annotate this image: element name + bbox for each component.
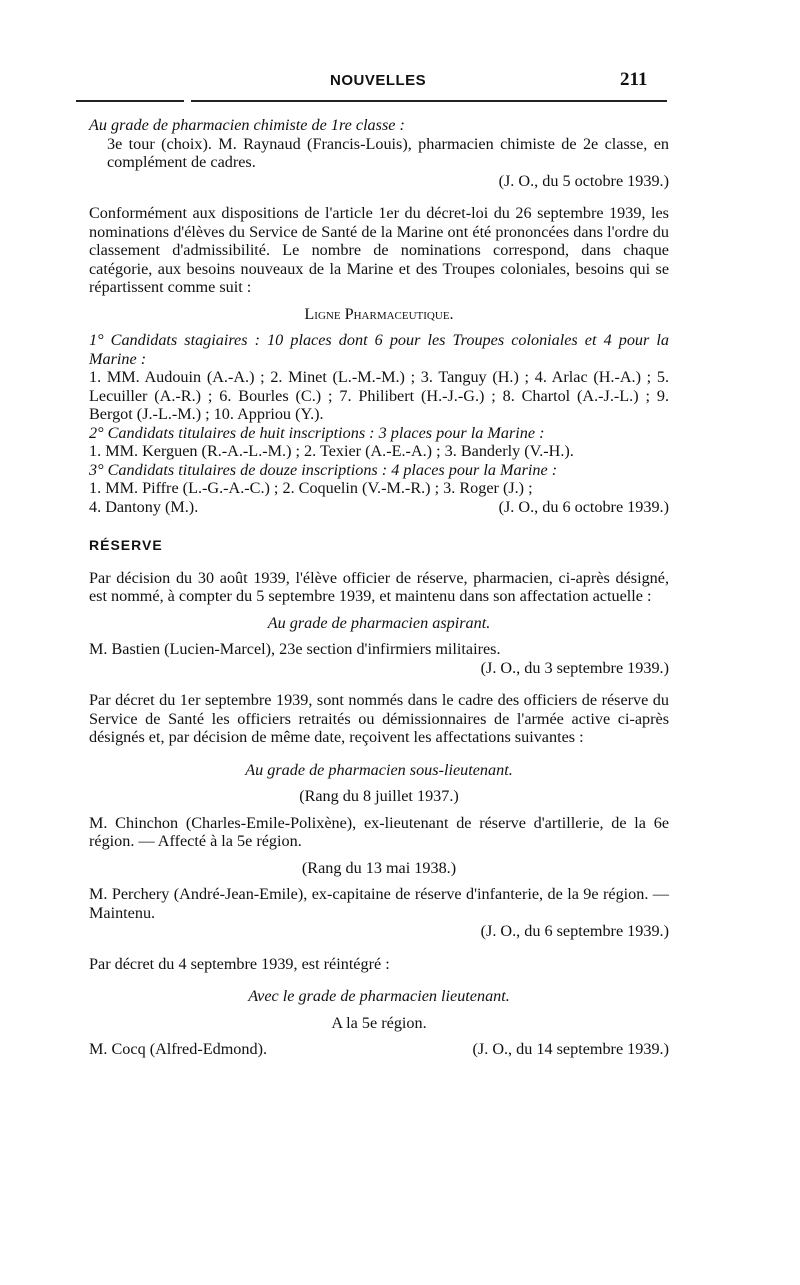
paragraph-decision-30-aout: Par décision du 30 août 1939, l'élève officier de réserve, pharmacien, ci-après désigné, est nommé, à compter du 5 septembre 1939, et maintenu dans son affectation actuelle :: [89, 568, 669, 605]
category-3-names-b: 4. Dantony (M.).: [89, 497, 199, 516]
region-5: A la 5e région.: [331, 1013, 427, 1032]
grade-sous-lieutenant: Au grade de pharmacien sous-lieutenant.: [245, 760, 513, 779]
appointment-cocq: M. Cocq (Alfred-Edmond).: [89, 1040, 268, 1058]
official-journal-ref-3: (J. O., du 3 septembre 1939.): [480, 658, 669, 677]
official-journal-ref-1: (J. O., du 5 octobre 1939.): [498, 171, 669, 190]
category-2-names: 1. MM. Kerguen (R.-A.-L.-M.) ; 2. Texier (A.-E.-A.) ; 3. Banderly (V.-H.).: [89, 442, 574, 460]
category-3-heading: 3° Candidats titulaires de douze inscriptions : 4 places pour la Marine :: [89, 460, 558, 479]
official-journal-ref-4: (J. O., du 6 septembre 1939.): [480, 922, 669, 940]
paragraph-decret-1er-sept: Par décret du 1er septembre 1939, sont nommés dans le cadre des officiers de réserve du Service de Santé les officiers retraités ou démissionnaires de l'armée active ci-après désignés et, par décision de même date, reçoivent les affectations suivantes :: [89, 691, 669, 746]
header-rule-left: [76, 100, 184, 102]
grade-heading-chimiste: Au grade de pharmacien chimiste de 1re classe :: [89, 116, 405, 134]
category-2-heading: 2° Candidats titulaires de huit inscriptions : 3 places pour la Marine :: [89, 423, 545, 442]
grade-lieutenant: Avec le grade de pharmacien lieutenant.: [248, 987, 510, 1005]
section-reserve: RÉSERVE: [89, 537, 163, 553]
appointment-raynaud: 3e tour (choix). M. Raynaud (Francis-Louis), pharmacien chimiste de 2e classe, en complément de cadres.: [107, 134, 669, 171]
appointment-bastien: M. Bastien (Lucien-Marcel), 23e section d'infirmiers militaires.: [89, 640, 501, 658]
section-ligne-pharmaceutique: Ligne Pharmaceutique.: [304, 304, 454, 323]
paragraph-decret-loi: Conformément aux dispositions de l'article 1er du décret-loi du 26 septembre 1939, les nominations d'élèves du Service de Santé de la Marine ont été prononcées dans l'ordre du classement d'admissibilité. Le nombre de nominations correspond, dans chaque catégorie, aux besoins nouveaux de la Marine et des Troupes coloniales, besoins qui se répartissent comme suit :: [89, 204, 669, 296]
rang-1938: (Rang du 13 mai 1938.): [301, 858, 457, 877]
running-header: NOUVELLES: [330, 72, 427, 89]
grade-aspirant: Au grade de pharmacien aspirant.: [267, 613, 491, 632]
cocq-line: [89, 1040, 669, 1059]
category-1-heading: 1° Candidats stagiaires : 10 places dont 6 pour les Troupes coloniales et 4 pour la Marine :: [89, 331, 669, 368]
appointment-perchery: M. Perchery (André-Jean-Emile), ex-capitaine de réserve d'infanterie, de la 9e région. — Maintenu.: [89, 885, 669, 922]
appointment-chinchon: M. Chinchon (Charles-Emile-Polixène), ex-lieutenant de réserve d'artillerie, de la 6e région. — Affecté à la 5e région.: [89, 813, 669, 850]
category-3-names-a: 1. MM. Piffre (L.-G.-A.-C.) ; 2. Coquelin (V.-M.-R.) ; 3. Roger (J.) ;: [89, 479, 533, 497]
official-journal-ref-5: (J. O., du 14 septembre 1939.): [472, 1040, 669, 1058]
official-journal-ref-2: (J. O., du 6 octobre 1939.): [498, 497, 669, 516]
rang-1937: (Rang du 8 juillet 1937.): [299, 787, 459, 805]
page-number: 211: [620, 69, 648, 90]
article-body: [89, 116, 669, 1059]
paragraph-decret-4-sept: Par décret du 4 septembre 1939, est réintégré :: [89, 954, 390, 973]
category-1-names: 1. MM. Audouin (A.-A.) ; 2. Minet (L.-M.-M.) ; 3. Tanguy (H.) ; 4. Arlac (H.-A.) ; 5. Lecuiller (A.-R.) ; 6. Bourles (C.) ; 7. Philibert (H.-J.-G.) ; 8. Chartol (A.-J.-L.) ; 9. Bergot (J.-L.-M.) ; 10. Appriou (Y.).: [89, 368, 669, 423]
header-rule-right: [191, 100, 667, 102]
category-3-last-line: [89, 498, 669, 517]
